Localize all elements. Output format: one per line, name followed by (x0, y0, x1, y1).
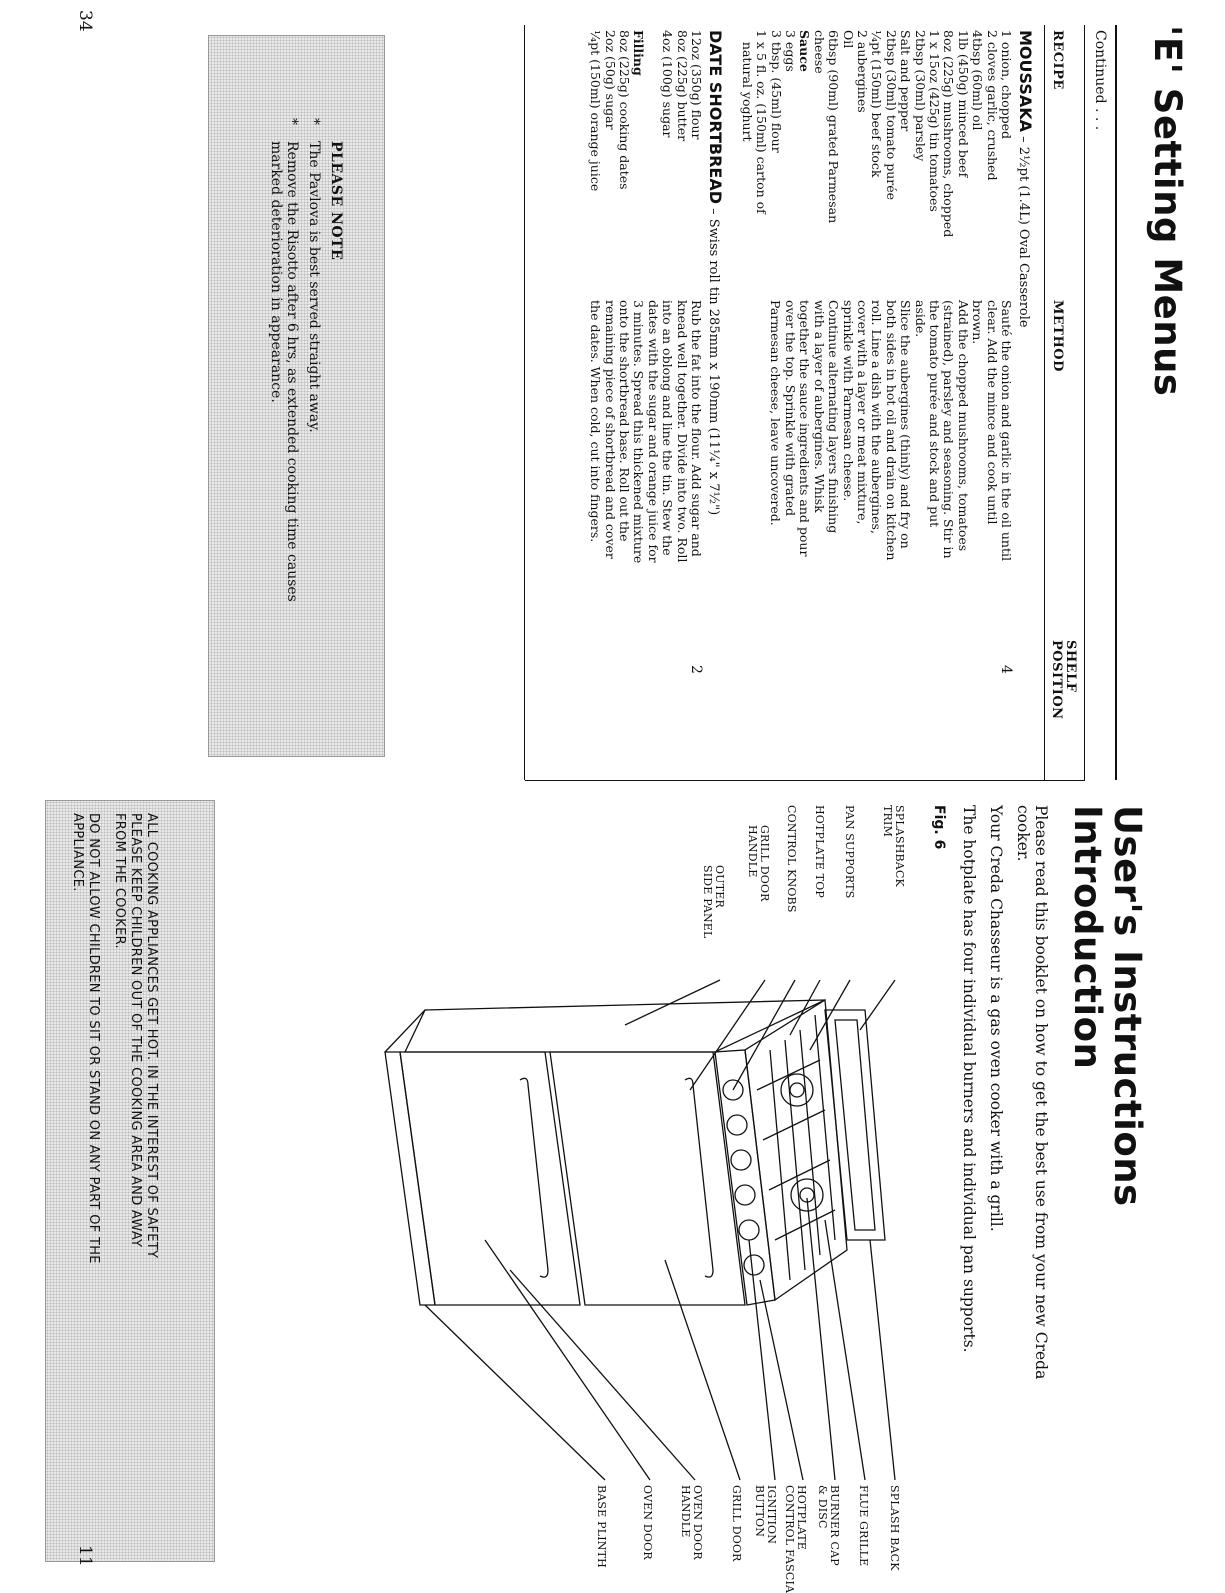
label-hotplate-top: HOTPLATE TOP (813, 805, 826, 899)
splashback-panel (825, 1010, 885, 1240)
label-hotplate-control-fascia: HOTPLATE CONTROL FASCIA (783, 1485, 808, 1593)
moussaka-sauce: 3 eggs 3 tbsp. (45ml) flour 1 x 5 fl. oz. (150ml) carton of natural yoghurt (739, 30, 798, 214)
label-outer-side-panel: OUTER SIDE PANEL (701, 865, 726, 939)
table-bottom-rule (524, 25, 525, 780)
cooker-illustration (380, 940, 925, 1500)
moussaka-heading (1016, 30, 1035, 328)
moussaka-method: Sauté the onion and garlic in the oil until clear. Add the mince and cook until brown. Add the chopped mushrooms, tomatoes (strained), parsley and seasoning. Stir in the tomato purée and stock and put aside. Slice the aubergines (thinly) and fry on both sides in hot oil and drain on kitchen roll. Line a dish with the aubergines, cover with a layer or meat mixture, sprinkle with Parmesan cheese. Continue alternating layers finishing with a layer of aubergines. Whisk together the sauce ingredients and pour over the top. Sprinkle with grated Parmesan cheese, leave uncovered. (768, 300, 1014, 561)
label-grill-door-handle: GRILL DOOR HANDLE (746, 825, 771, 902)
shortbread-filling: 8oz (225g) cooking dates 2oz (50g) sugar ¼pt (150ml) orange juice (588, 30, 632, 192)
warning-line-3: FROM THE COOKER. (112, 813, 127, 949)
intro-para-1b: cooker. (1014, 805, 1032, 862)
note-bullet-2b: marked deterioration in appearance. (268, 141, 284, 403)
column-recipe: RECIPE (1050, 30, 1065, 90)
continued-text: Continued . . . (1092, 30, 1108, 131)
page-number: 11 (75, 1545, 95, 1567)
please-note-box (208, 35, 385, 757)
figure-caption: Fig. 6 (931, 805, 947, 850)
column-shelf-position: SHELF POSITION (1049, 640, 1078, 720)
warning-line-4: DO NOT ALLOW CHILDREN TO SIT OR STAND ON ANY PART OF THE (86, 813, 101, 1264)
label-grill-door: GRILL DOOR (730, 1485, 743, 1562)
hotplate-top (745, 1000, 847, 1300)
table-top-rule (1084, 25, 1085, 780)
outer-side-panel (405, 1000, 825, 1052)
shortbread-title: DATE SHORTBREAD (706, 30, 725, 204)
shortbread-shelf: 2 (688, 665, 704, 674)
page-number: 34 (75, 10, 95, 32)
note-bullet-1-star: * (306, 118, 322, 125)
page-title: 'E' Setting Menus (1146, 25, 1189, 397)
moussaka-title: MOUSSAKA (1016, 30, 1035, 133)
oven-door (400, 1052, 580, 1305)
users-instructions-title: User's Instructions (1106, 805, 1149, 1207)
label-control-knobs: CONTROL KNOBS (785, 805, 798, 913)
shortbread-filling-heading: Filling (631, 30, 646, 76)
note-bullet-1: The Pavlova is best served straight away. (306, 141, 322, 433)
label-flue-grille: FLUE GRILLE (857, 1485, 870, 1567)
page-34 (0, 0, 1225, 775)
label-pan-supports: PAN SUPPORTS (843, 805, 856, 899)
shortbread-ingredients: 12oz (350g) flour 8oz (225g) butter 4oz (100g) sugar (660, 30, 704, 142)
note-bullet-2a: Remove the Risotto after 6 hrs, as extended cooking time causes (284, 141, 300, 602)
title-rule (1115, 25, 1117, 780)
moussaka-sauce-heading: Sauce (797, 30, 812, 72)
moussaka-shelf: 4 (998, 665, 1014, 674)
label-splash-back: SPLASH BACK (888, 1485, 901, 1571)
grill-door (550, 1052, 745, 1305)
intro-para-2: Your Creda Chasseur is a gas oven cooker with a grill. (987, 805, 1005, 1232)
label-splashback-trim: SPLASHBACK TRIM (881, 805, 906, 887)
moussaka-ingredients: 1 onion, chopped 2 cloves garlic, crushed 4tbsp (60ml) oil 1lb (450g) minced beef 8oz (225g) mushrooms, chopped 1 x 15oz (425g) tin tomatoes 2tbsp (30ml) parsley Salt and pepper 2tbsp (30ml) tomato purée ¼pt (150ml) beef stock 2 aubergines Oil 6tbsp (90ml) grated Parmesan cheese (811, 30, 1014, 238)
shortbread-method: Rub the fat into the flour. Add sugar and knead well together. Divide into two. Roll into an oblong and line the tin. Stew the dates with the sugar and orange juice for 3 minutes. Spread this thickened mixture onto the shortbread base. Roll out the remaining piece of shortbread and cover the dates. When cold, cut into fingers. (588, 300, 704, 564)
intro-para-3: The hotplate has four individual burners and individual pan supports. (960, 805, 978, 1353)
please-note-title: PLEASE NOTE (328, 141, 344, 261)
introduction-title: Introduction (1066, 805, 1109, 1070)
label-oven-door-handle: OVEN DOOR HANDLE (679, 1485, 704, 1560)
base-plinth (385, 1052, 435, 1305)
safety-warning-box (45, 800, 215, 1562)
warning-line-1: ALL COOKING APPLIANCES GET HOT. IN THE INTEREST OF SAFETY (144, 813, 159, 1259)
warning-line-5: APPLIANCE. (70, 813, 85, 892)
page-11 (0, 790, 1225, 1593)
column-method: METHOD (1050, 300, 1065, 372)
label-base-plinth: BASE PLINTH (595, 1485, 608, 1568)
header-rule (1044, 25, 1045, 780)
note-bullet-2-star: * (284, 118, 300, 125)
label-burner-cap-disc: BURNER CAP & DISC (816, 1485, 841, 1566)
shortbread-subtitle: – Swiss roll tin 285mm x 190mm (11¼" x 7½") (706, 203, 721, 516)
control-fascia (715, 1050, 775, 1305)
moussaka-subtitle: – 2½pt (1.4L) Oval Casserole (1016, 132, 1031, 328)
intro-para-1a: Please read this booklet on how to get the best use from your new Creda (1032, 805, 1050, 1380)
label-oven-door: OVEN DOOR (641, 1485, 654, 1560)
label-ignition-button: IGNITION BUTTON (753, 1485, 778, 1545)
table-right-rule (525, 780, 1085, 781)
warning-line-2: PLEASE KEEP CHILDREN OUT OF THE COOKING AREA AND AWAY (128, 813, 143, 1248)
shortbread-heading (706, 30, 725, 515)
